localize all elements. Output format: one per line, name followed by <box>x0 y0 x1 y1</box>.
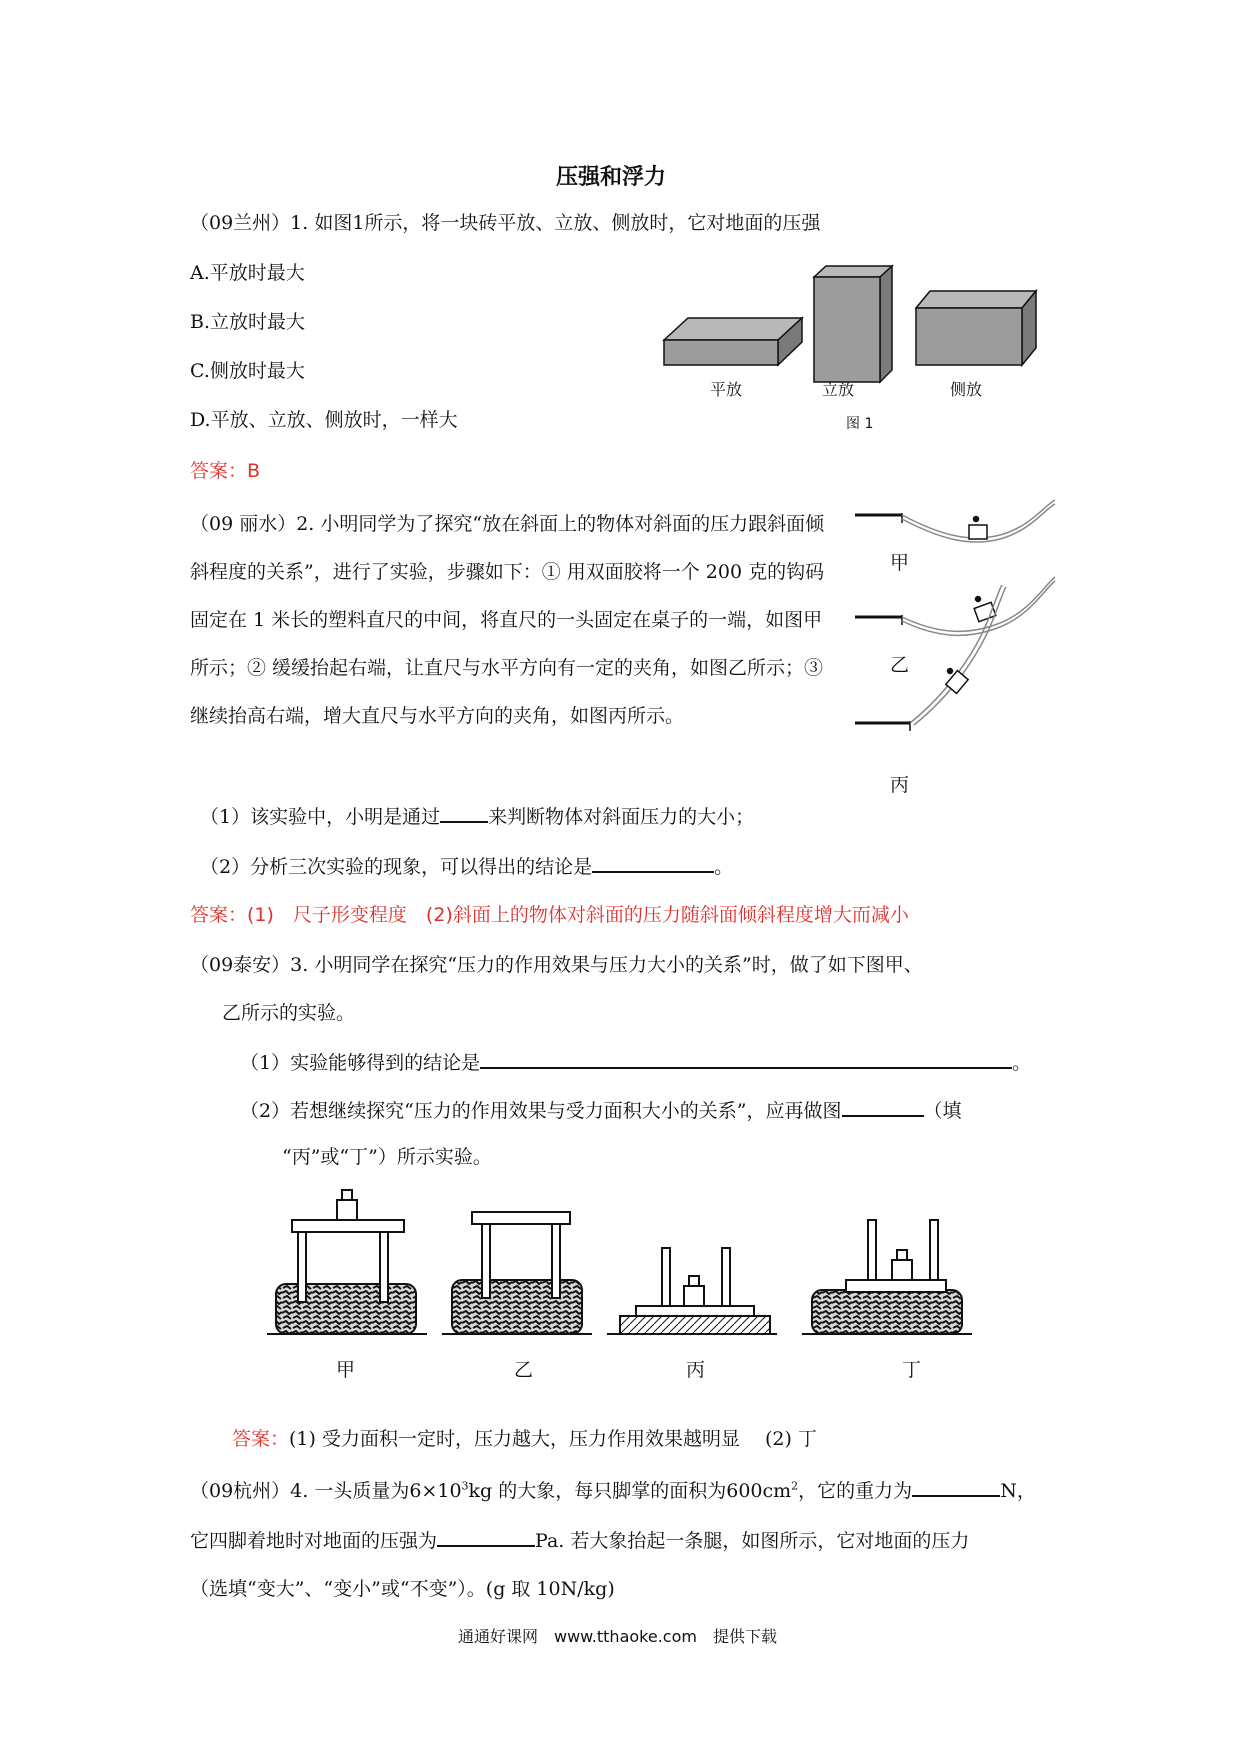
brick-upright <box>814 266 892 382</box>
q3-sub2-before: （2）若想继续探究“压力的作用效果与受力面积大小的关系”，应再做图 <box>240 1099 842 1122</box>
q4-sup1: 3 <box>461 1479 469 1493</box>
q2-stem <box>190 500 830 740</box>
q3-sub2-line2: “丙”或“丁”）所示实验。 <box>282 1146 492 1168</box>
q3-sub1-blank[interactable] <box>480 1046 1012 1069</box>
label-q3-ding: 丁 <box>902 1359 922 1380</box>
q4-line2-after: Pa. 若大象抬起一条腿，如图所示，它对地面的压力 <box>535 1529 970 1552</box>
page-footer: 通通好课网 www.tthaoke.com 提供下载 <box>458 1627 777 1646</box>
label-q3-yi: 乙 <box>514 1359 534 1380</box>
setup-ding <box>802 1220 972 1334</box>
q2-sub2-blank[interactable] <box>592 850 714 873</box>
q1-stem: （09兰州）1. 如图1所示，将一块砖平放、立放、侧放时，它对地面的压强 <box>190 212 821 234</box>
q2-sub1-before: （1）该实验中，小明是通过 <box>200 805 441 828</box>
label-yi: 乙 <box>890 654 910 676</box>
q2-stem-text: （09 丽水）2. 小明同学为了探究“放在斜面上的物体对斜面的压力跟斜面倾斜程度的关系”，进行了实验，步骤如下：① 用双面胶将一个 200 克的钩码固定在 1 米长的塑料直尺的中间，将直尺的一头固定在桌子的一端，如图甲所示；② 缓缓抬起右端，让直尺与水平方向有一定的夹角，如图乙所示；③ 继续抬高右端，增大直尺与水平方向的夹角，如图丙所示。 <box>190 513 825 727</box>
q3-sub2 <box>240 1094 962 1123</box>
q4-blank-pressure[interactable] <box>437 1524 535 1547</box>
q1-option-d: D.平放、立放、侧放时，一样大 <box>190 409 458 431</box>
figure-1-bricks <box>660 258 1060 438</box>
q3-stem-line1: （09泰安）3. 小明同学在探究“压力的作用效果与压力大小的关系”时，做了如下图甲、 <box>190 954 923 976</box>
q1-option-a: A.平放时最大 <box>190 262 305 284</box>
setup-bing <box>607 1248 777 1334</box>
q4-blank-weight[interactable] <box>912 1474 1000 1497</box>
q3-sub2-blank[interactable] <box>842 1094 924 1117</box>
q4-line2-before: 它四脚着地时对地面的压强为 <box>190 1529 438 1552</box>
label-q3-jia: 甲 <box>336 1359 356 1380</box>
brick-side <box>916 291 1036 365</box>
q3-answer-prefix: 答案： <box>232 1428 290 1450</box>
q3-sub1-after: 。 <box>1012 1051 1032 1074</box>
panel-yi <box>855 577 1055 635</box>
q1-answer: 答案：B <box>190 460 261 482</box>
q4-part1: （09杭州）4. 一头质量为6×10 <box>190 1479 462 1502</box>
q3-answer-body: (1) 受力面积一定时，压力越大，压力作用效果越明显 (2) 丁 <box>289 1428 817 1450</box>
q2-sub1-after: 来判断物体对斜面压力的大小； <box>488 805 755 828</box>
panel-jia <box>855 500 1055 542</box>
figure-1-caption: 图 1 <box>846 416 874 432</box>
q2-sub2 <box>200 850 733 879</box>
label-upright: 立放 <box>822 380 855 399</box>
label-jia: 甲 <box>890 552 910 574</box>
q4-part2: kg 的大象，每只脚掌的面积为600cm <box>468 1479 792 1502</box>
setup-yi <box>442 1212 592 1334</box>
figure-2-ruler <box>850 495 1070 815</box>
q3-sub2-after: （填 <box>923 1099 962 1122</box>
q2-sub2-after: 。 <box>714 855 734 878</box>
q4-part3: ，它的重力为 <box>798 1479 913 1502</box>
q2-answer: 答案：(1) 尺子形变程度 (2)斜面上的物体对斜面的压力随斜面倾斜程度增大而减小 <box>190 904 909 926</box>
q1-option-b: B.立放时最大 <box>190 311 306 333</box>
label-bing: 丙 <box>890 774 910 796</box>
q4-line3: （选填“变大”、“变小”或“不变”）。(g 取 10N/kg) <box>190 1578 615 1600</box>
label-side: 侧放 <box>950 380 983 399</box>
q1-option-c: C.侧放时最大 <box>190 360 305 382</box>
q4-line1 <box>190 1474 1036 1503</box>
page-title: 压强和浮力 <box>556 165 667 190</box>
q3-stem-line2: 乙所示的实验。 <box>222 1002 356 1024</box>
q4-part4: N， <box>1000 1479 1036 1502</box>
q2-sub1 <box>200 800 754 829</box>
q3-sub1-before: （1）实验能够得到的结论是 <box>240 1051 481 1074</box>
q2-sub2-before: （2）分析三次实验的现象，可以得出的结论是 <box>200 855 593 878</box>
brick-flat <box>664 318 802 365</box>
label-flat: 平放 <box>710 380 743 399</box>
setup-jia <box>267 1190 427 1334</box>
q3-sub1 <box>240 1046 1031 1075</box>
q4-sup2: 2 <box>791 1479 799 1493</box>
label-q3-bing: 丙 <box>686 1359 706 1380</box>
q2-sub1-blank[interactable] <box>440 800 488 823</box>
figure-3-sponge <box>262 1180 1002 1380</box>
q4-line2 <box>190 1524 969 1553</box>
q3-answer <box>232 1424 817 1451</box>
